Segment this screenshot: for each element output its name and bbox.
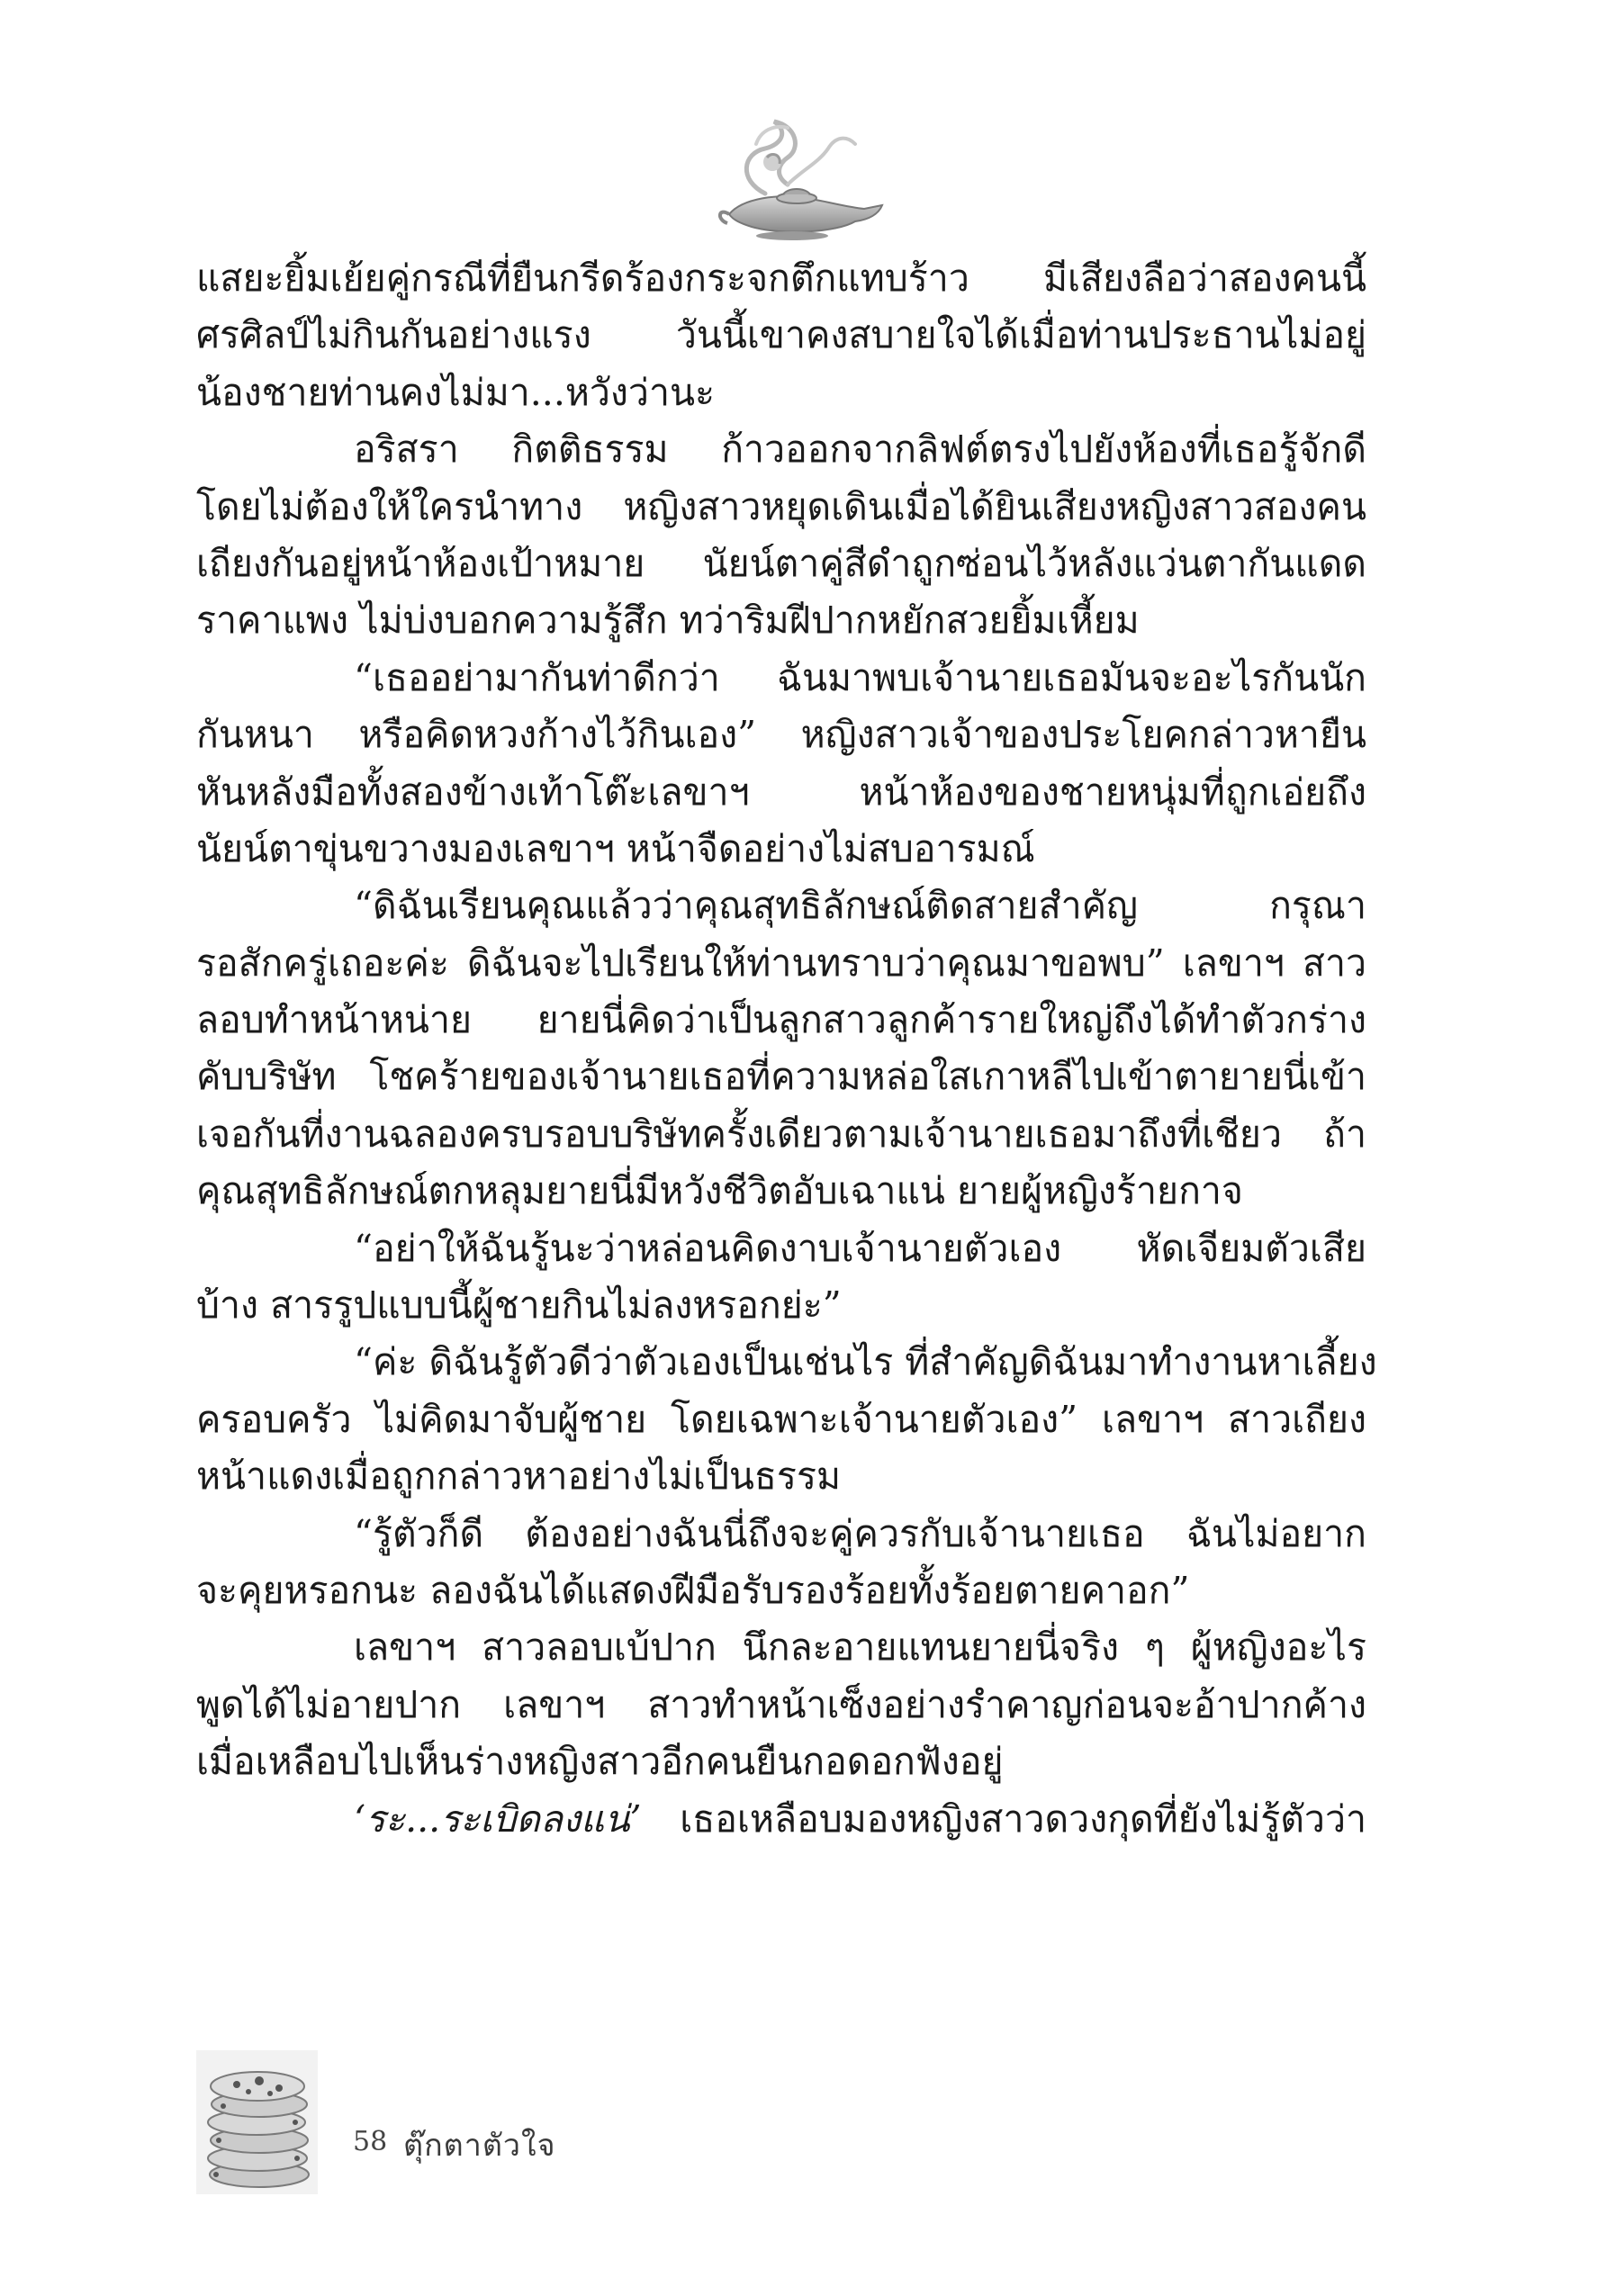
paragraph	[196, 421, 1366, 650]
paragraph	[196, 1791, 1366, 1848]
text-line: “อย่าให้ฉันรู้นะว่าหล่อนคิดงาบเจ้านายตัวเอง หัดเจียมตัวเสีย	[354, 1226, 1366, 1270]
paragraph	[196, 878, 1366, 1220]
paragraph	[196, 1334, 1377, 1505]
text-line: คับบริษัท โชคร้ายของเจ้านายเธอที่ความหล่อใสเกาหลีไปเข้าตายายนี่เข้า	[196, 1055, 1366, 1099]
text-line: โดยไม่ต้องให้ใครนำทาง หญิงสาวหยุดเดินเมื่อได้ยินเสียงหญิงสาวสองคน	[196, 484, 1366, 528]
text-line: พูดได้ไม่อายปาก เลขาฯ สาวทำหน้าเซ็งอย่างรำคาญก่อนจะอ้าปากค้าง	[196, 1682, 1366, 1726]
cookie-stack-icon	[196, 2050, 318, 2194]
text-line: หันหลังมือทั้งสองข้างเท้าโต๊ะเลขาฯ หน้าห้องของชายหนุ่มที่ถูกเอ่ยถึง	[196, 770, 1366, 814]
text-line: นัยน์ตาขุ่นขวางมองเลขาฯ หน้าจืดอย่างไม่สบอารมณ์	[196, 826, 1035, 870]
book-title: ตุ๊กตาตัวใจ	[403, 2128, 556, 2164]
paragraph	[196, 1506, 1366, 1620]
genie-lamp-icon	[702, 108, 900, 243]
text-line: จะคุยหรอกนะ ลองฉันได้แสดงฝีมือรับรองร้อยทั้งร้อยตายคาอก”	[196, 1568, 1190, 1612]
text-line: “เธออย่ามากันท่าดีกว่า ฉันมาพบเจ้านายเธอมันจะอะไรกันนัก	[354, 655, 1366, 699]
paragraph	[196, 650, 1366, 878]
text-line: ศรศิลป์ไม่กินกันอย่างแรง วันนี้เขาคงสบายใจได้เมื่อท่านประธานไม่อยู่	[196, 313, 1366, 357]
text-line: กันหนา หรือคิดหวงก้างไว้กินเอง” หญิงสาวเจ้าของประโยคกล่าวหายืน	[196, 713, 1366, 757]
text-line: ครอบครัว ไม่คิดมาจับผู้ชาย โดยเฉพาะเจ้านายตัวเอง” เลขาฯ สาวเถียง	[196, 1397, 1366, 1441]
italic-thought: ‘ระ...ระเบิดลงแน่’	[354, 1796, 642, 1841]
text-line: แสยะยิ้มเย้ยคู่กรณีที่ยืนกรีดร้องกระจกตึกแทบร้าว มีเสียงลือว่าสองคนนี้	[196, 257, 1366, 300]
text-line	[196, 1791, 1366, 1848]
text-line: คุณสุทธิลักษณ์ตกหลุมยายนี่มีหวังชีวิตอับเฉาแน่ ยายผู้หญิงร้ายกาจ	[196, 1169, 1243, 1213]
page-number: 58	[353, 2126, 388, 2157]
text-line: บ้าง สารรูปแบบนี้ผู้ชายกินไม่ลงหรอกย่ะ”	[196, 1283, 842, 1328]
text-line: รอสักครู่เถอะค่ะ ดิฉันจะไปเรียนให้ท่านทราบว่าคุณมาขอพบ” เลขาฯ สาว	[196, 941, 1366, 985]
text-line: เมื่อเหลือบไปเห็นร่างหญิงสาวอีกคนยืนกอดอกฟังอยู่	[196, 1740, 1004, 1784]
text-line: เถียงกันอยู่หน้าห้องเป้าหมาย นัยน์ตาคู่สีดำถูกซ่อนไว้หลังแว่นตากันแดด	[196, 541, 1366, 585]
text-line: เจอกันที่งานฉลองครบรอบบริษัทครั้งเดียวตามเจ้านายเธอมาถึงที่เชียว ถ้า	[196, 1112, 1366, 1156]
text-line: หน้าแดงเมื่อถูกกล่าวหาอย่างไม่เป็นธรรม	[196, 1454, 841, 1499]
text-line: ลอบทำหน้าหน่าย ยายนี่คิดว่าเป็นลูกสาวลูกค้ารายใหญ่ถึงได้ทำตัวกร่าง	[196, 998, 1366, 1042]
text-line-rest: เธอเหลือบมองหญิงสาวดวงกุดที่ยังไม่รู้ตัวว่า	[641, 1796, 1366, 1841]
paragraph	[196, 1220, 1366, 1335]
text-line: เลขาฯ สาวลอบเบ้ปาก นึกละอายแทนยายนี่จริง ๆ ผู้หญิงอะไร	[354, 1625, 1366, 1670]
paragraph	[196, 250, 1366, 421]
text-line: “ดิฉันเรียนคุณแล้วว่าคุณสุทธิลักษณ์ติดสายสำคัญ กรุณา	[354, 884, 1366, 928]
text-line: น้องชายท่านคงไม่มา...หวังว่านะ	[196, 370, 716, 414]
text-line: “รู้ตัวก็ดี ต้องอย่างฉันนี่ถึงจะคู่ควรกับเจ้านายเธอ ฉันไม่อยาก	[354, 1511, 1366, 1555]
text-line: อริสรา กิตติธรรม ก้าวออกจากลิฟต์ตรงไปยังห้องที่เธอรู้จักดี	[354, 428, 1366, 472]
text-line: “ค่ะ ดิฉันรู้ตัวดีว่าตัวเองเป็นเช่นไร ที่สำคัญดิฉันมาทำงานหาเลี้ยง	[354, 1340, 1377, 1384]
body-text	[196, 250, 1377, 1848]
text-line: ราคาแพง ไม่บ่งบอกความรู้สึก ทว่าริมฝีปากหยักสวยยิ้มเหี้ยม	[196, 599, 1140, 643]
paragraph	[196, 1619, 1366, 1790]
